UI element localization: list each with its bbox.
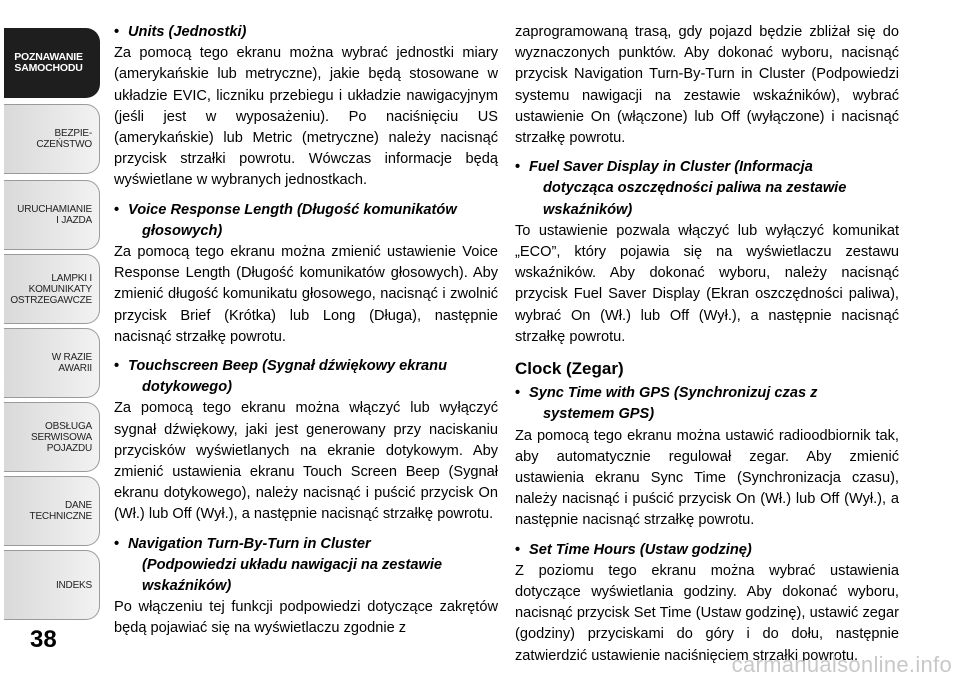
tab-label: OBSŁUGA SERWISOWA POJAZDU (31, 420, 92, 454)
chapter-sidebar (0, 0, 100, 678)
heading-voice-response: • Voice Response Length (Długość komunikatów głosowych) (114, 200, 498, 242)
paragraph-navigation-turn: Po włączeniu tej funkcji podpowiedzi dotyczące zakrętów będą pojawiać się na wyświetlaczu zgodnie z (114, 599, 498, 637)
tab-label: INDEKS (55, 579, 92, 591)
paragraph-units: Za pomocą tego ekranu można wybrać jednostki miary (amerykańskie lub metryczne), jakie będą stosowane w układzie EVIC, liczniku przebiegu i układzie nawigacyjnym (jeśli jest w wyposażeniu). Po naciśnięciu US (amerykańskie) lub Metric (metryczne) należy nacisnąć przycisk strzałki powrotu. Wówczas informacje będą wyświetlane w wybranych jednostkach. (114, 45, 498, 189)
paragraph-set-time: Z poziomu tego ekranu można wybrać ustawienia dotyczące wyświetlania godziny. Aby dokonać wyboru, nacisnąć przycisk Set Time (Ustaw godzinę), ustawić zegar (godziny) przyciskami do góry i do dołu, następnie zatwierdzić ustawienie naciśnięciem strzałki powrotu. (515, 562, 899, 664)
tab-indeks[interactable] (4, 550, 100, 620)
paragraph-touchscreen-beep: Za pomocą tego ekranu można włączyć lub wyłączyć sygnał dźwiękowy, jaki jest generowany przy naciskaniu przycisków wyświetlanych na ekranie dotykowym. Aby zmienić ustawienia ekranu Touch Screen Beep (Sygnał ekranu dotykowego), należy nacisnąć i puścić przycisk On (Wł.) lub Off (Wył.), a następnie nacisnąć strzałkę powrotu. (114, 400, 498, 523)
tab-label: URUCHAMIANIE I JAZDA (17, 204, 92, 226)
section-title-clock: Clock (Zegar) (515, 359, 624, 379)
heading-set-time: • Set Time Hours (Ustaw godzinę) (515, 540, 899, 561)
tab-w-razie-awarii[interactable] (4, 328, 100, 398)
heading-navigation-turn: • Navigation Turn-By-Turn in Cluster (Podpowiedzi układu nawigacji na zestawie wskaźników) (114, 534, 498, 598)
tab-poznawanie-samochodu[interactable] (4, 28, 100, 98)
tab-label: LAMPKI I KOMUNIKATY OSTRZEGAWCZE (10, 272, 92, 306)
tab-label: W RAZIE AWARII (51, 352, 92, 374)
heading-units: • Units (Jednostki) (114, 22, 498, 43)
tab-label: BEZPIE- CZEŃSTWO (36, 128, 92, 150)
left-column (114, 22, 498, 640)
tab-label: DANE TECHNICZNE (29, 500, 92, 522)
paragraph-fuel-saver: To ustawienie pozwala włączyć lub wyłączyć komunikat „ECO”, który pojawia się na wyświetlaczu zestawu wskaźników. Aby dokonać wyboru, należy nacisnąć przycisk Fuel Saver Display (Ekran oszczędności paliwa), wybrać On (Wł.) lub Off (Wył.), a następnie nacisnąć strzałkę powrotu. (515, 222, 899, 345)
heading-fuel-saver: • Fuel Saver Display in Cluster (Informacja dotycząca oszczędności paliwa na zestawie wskaźników) (515, 157, 899, 221)
heading-touchscreen-beep: • Touchscreen Beep (Sygnał dźwiękowy ekranu dotykowego) (114, 356, 498, 398)
tab-lampki-i-komunikaty[interactable] (4, 254, 100, 324)
tab-obsluga-serwisowa[interactable] (4, 402, 100, 472)
tab-uruchamianie-i-jazda[interactable] (4, 180, 100, 250)
paragraph-navigation-turn-cont: zaprogramowaną trasą, gdy pojazd będzie zbliżał się do wyznaczonych punktów. Aby dokonać wyboru, nacisnąć przycisk Navigation Turn-By-Turn in Cluster (Podpowiedzi systemu nawigacji na zestawie wskaźników), wybrać ustawienie On (włączone) lub Off (wyłączone) i nacisnąć strzałkę powrotu. (515, 24, 899, 147)
heading-sync-time: • Sync Time with GPS (Synchronizuj czas z systemem GPS) (515, 383, 899, 425)
right-column (515, 22, 899, 667)
tab-bezpieczenstwo[interactable] (4, 104, 100, 174)
paragraph-voice-response: Za pomocą tego ekranu można zmienić ustawienie Voice Response Length (Długość komunikatów głosowych). Aby zmienić długość komunikatu głosowego, nacisnąć i zwolnić przycisk Brief (Krótka) lub Long (Długa), następnie nacisnąć strzałkę powrotu. (114, 244, 498, 345)
tab-dane-techniczne[interactable] (4, 476, 100, 546)
tab-label: POZNAWANIE SAMOCHODU (14, 51, 83, 74)
paragraph-sync-time: Za pomocą tego ekranu można ustawić radioodbiornik tak, aby automatycznie regulował zegar. Aby zmienić ustawienia ekranu Sync Time (Synchronizacja czasu), należy nacisnąć i puścić przycisk On (Wł.) lub Off (Wył.), a następnie nacisnąć strzałkę powrotu. (515, 427, 899, 529)
page-number: 38 (30, 626, 57, 653)
watermark: carmanualsonline.info (731, 652, 952, 677)
